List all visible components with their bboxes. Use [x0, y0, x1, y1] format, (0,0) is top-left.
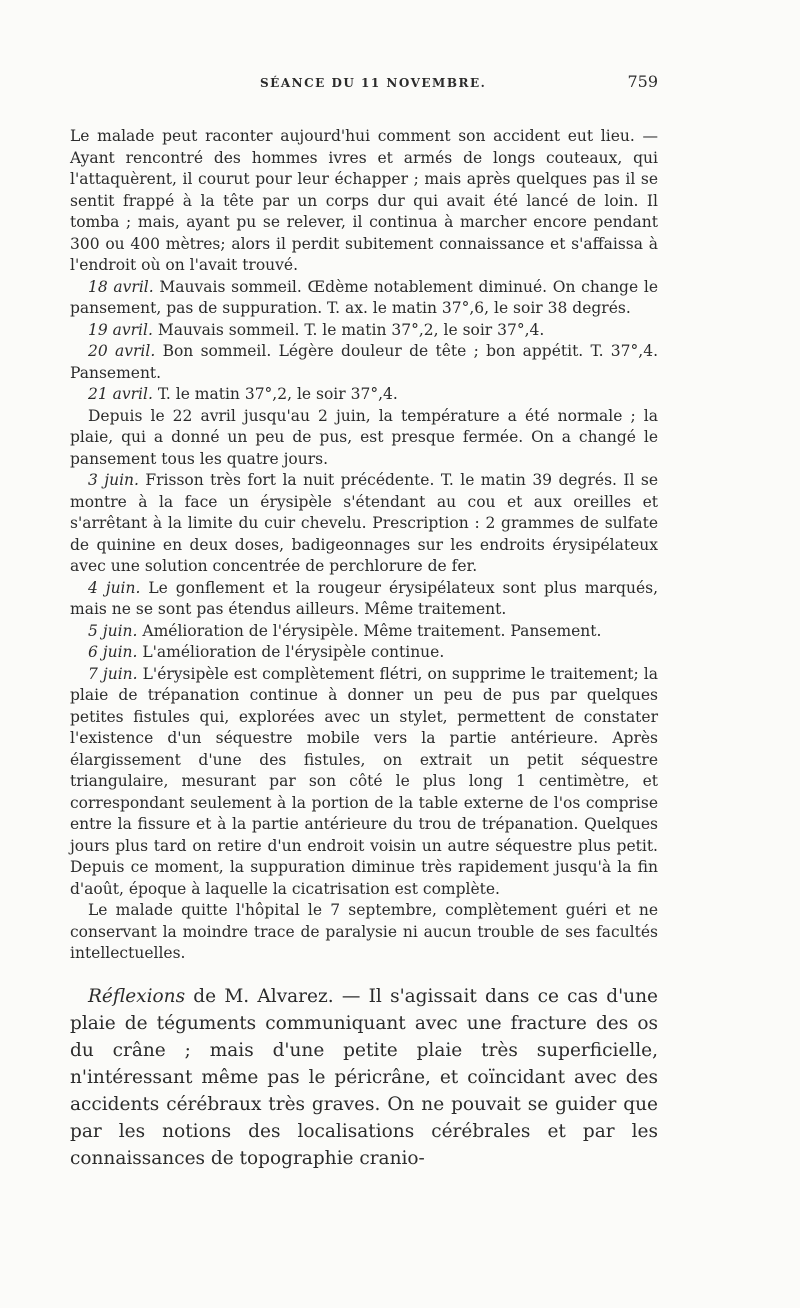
- paragraph-text: Le malade peut raconter aujourd'hui comment son accident eut lieu. — Ayant rencontré des hommes ivres et armés de longs couteaux, qui l'attaquèrent, il courut pour leur échapper ; mais après quelques pas il se sentit frappé à la tête par un corps dur qui avait été lancé de loin. Il tomba ; mais, ayant pu se relever, il continua à marcher encore pendant 300 ou 400 mètres; alors il perdit subitement connaissance et s'affaissa à l'endroit où on l'avait trouvé.: [70, 127, 658, 274]
- entry-date: 4 juin.: [88, 578, 141, 597]
- paragraph-22-avril-2-juin: [70, 406, 658, 471]
- entry-text: Le gonflement et la rougeur érysipélateux sont plus marqués, mais ne se sont pas étendus ailleurs. Même traitement.: [70, 578, 658, 618]
- entry-text: L'amélioration de l'érysipèle continue.: [137, 643, 445, 661]
- reflexions-lead: Réflexions: [88, 985, 186, 1007]
- entry-6-juin: [70, 642, 658, 664]
- entry-21-avril: [70, 384, 658, 406]
- paragraph-accident: [70, 126, 658, 277]
- paragraph-discharge: [70, 900, 658, 965]
- entry-text: Amélioration de l'érysipèle. Même traitement. Pansement.: [137, 621, 602, 640]
- paragraph-text: Depuis le 22 avril jusqu'au 2 juin, la température a été normale ; la plaie, qui a donné un peu de pus, est presque fermée. On a changé le pansement tous les quatre jours.: [70, 406, 658, 468]
- reflexions-paragraph: [70, 983, 658, 1172]
- entry-19-avril: [70, 320, 658, 342]
- entry-date: 20 avril.: [88, 342, 156, 360]
- entry-text: Frisson très fort la nuit précédente. T. le matin 39 degrés. Il se montre à la face un érysipèle s'étendant au cou et aux oreilles et s'arrêtant à la limite du cuir chevelu. Prescription : 2 grammes de sulfate de quinine en deux doses, badigeonnages sur les endroits érysipélateux avec une solution concentrée de perchlorure de fer.: [70, 471, 658, 575]
- entry-date: 21 avril.: [88, 385, 153, 403]
- paragraph-text: Le malade quitte l'hôpital le 7 septembre, complètement guéri et ne conservant la moindre trace de paralysie ni aucun trouble de ses facultés intellectuelles.: [70, 901, 658, 962]
- entry-date: 6 juin.: [88, 643, 138, 661]
- entry-date: 3 juin.: [88, 471, 139, 489]
- page-number: 759: [627, 72, 658, 91]
- entry-text: L'érysipèle est complètement flétri, on supprime le traitement; la plaie de trépanation continue à donner un peu de pus par quelques petites fistules qui, explorées avec un stylet, permettent de constater l'existence d'un séquestre mobile vers la partie antérieure. Après élargissement d'une des fistules, on extrait un petit séquestre triangulaire, mesurant par son côté le plus long 1 centimètre, et correspondant seulement à la portion de la table externe de l'os comprise entre la fissure et à la partie antérieure du trou de trépanation. Quelques jours plus tard on retire d'un endroit voisin un autre séquestre plus petit. Depuis ce moment, la suppuration diminue très rapidement jusqu'à la fin d'août, époque à laquelle la cicatrisation est complète.: [70, 664, 658, 898]
- entry-7-juin: [70, 664, 658, 901]
- reflexions-text: de M. Alvarez. — Il s'agissait dans ce cas d'une plaie de téguments communiquant avec une fracture des os du crâne ; mais d'une petite plaie très superficielle, n'intéressant même pas le péricrâne, et coïncidant avec des accidents cérébraux très graves. On ne pouvait se guider que par les notions des localisations cérébrales et par les connaissances de topographie cranio-: [70, 985, 658, 1169]
- running-head: SÉANCE DU 11 NOVEMBRE.: [260, 76, 487, 90]
- entry-date: 7 juin.: [88, 664, 138, 683]
- entry-5-juin: [70, 621, 658, 643]
- entry-text: Mauvais sommeil. Œdème notablement diminué. On change le pansement, pas de suppuration. T. ax. le matin 37°,6, le soir 38 degrés.: [70, 277, 658, 317]
- entry-date: 18 avril.: [88, 277, 154, 296]
- entry-18-avril: [70, 277, 658, 320]
- entry-4-juin: [70, 578, 658, 621]
- page: [70, 70, 658, 1172]
- entry-text: Mauvais sommeil. T. le matin 37°,2, le soir 37°,4.: [152, 320, 545, 339]
- entry-20-avril: [70, 341, 658, 384]
- entry-text: T. le matin 37°,2, le soir 37°,4.: [152, 385, 398, 403]
- reflexions-section: [70, 983, 658, 1172]
- entry-3-juin: [70, 470, 658, 578]
- entry-date: 19 avril.: [88, 320, 153, 339]
- page-header: [70, 70, 658, 96]
- entry-date: 5 juin.: [88, 621, 138, 640]
- case-report: [70, 126, 658, 965]
- entry-text: Bon sommeil. Légère douleur de tête ; bon appétit. T. 37°,4. Pansement.: [70, 342, 658, 382]
